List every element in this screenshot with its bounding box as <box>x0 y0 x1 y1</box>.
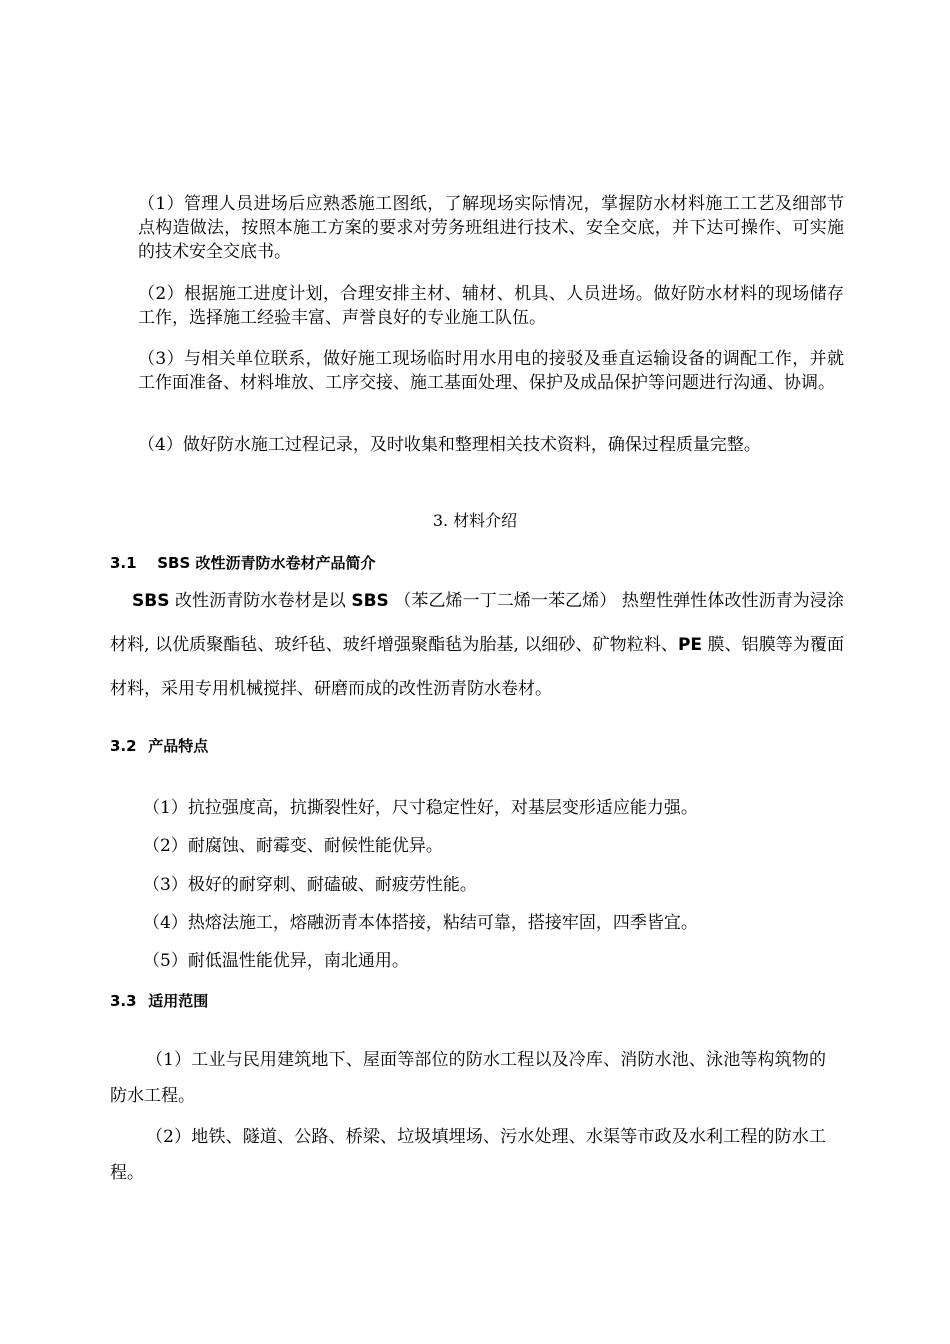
prep-item-4: （4）做好防水施工过程记录，及时收集和整理相关技术资料，确保过程质量完整。 <box>138 435 761 455</box>
scope-item-2: （2）地铁、隧道、公路、桥梁、垃圾填埋场、污水处理、水渠等市政及水利工程的防水工程。 <box>110 1127 826 1183</box>
feature-item-4: （4）热熔法施工，熔融沥青本体搭接，粘结可靠，搭接牢固，四季皆宜。 <box>143 913 698 933</box>
intro-text: 改性沥青防水卷材是以 <box>169 591 352 611</box>
heading-number: 3.3 <box>110 992 137 1010</box>
heading-title: 产品特点 <box>148 737 209 755</box>
heading-3-2 <box>110 735 850 757</box>
intro-bold-term: PE <box>677 635 703 655</box>
intro-bold-term: SBS <box>132 591 170 611</box>
intro-text: （苯乙烯一丁二烯一苯乙烯） 热塑性弹性体改性沥青为浸涂材料, 以优质聚酯毡、玻纤毡、玻纤增强聚酯毡为胎基, 以细砂、矿物粒料、 <box>110 591 844 655</box>
feature-item-5: （5）耐低温性能优异，南北通用。 <box>143 951 409 971</box>
heading-title: 适用范围 <box>148 992 209 1010</box>
section-title: 3. 材料介绍 <box>432 511 518 530</box>
heading-3-3 <box>110 990 850 1012</box>
intro-text: 膜、铝膜等为覆面材料，采用专用机械搅拌、研磨而成的改性沥青防水卷材。 <box>110 635 845 699</box>
prep-item-2: （2）根据施工进度计划，合理安排主材、辅材、机具、人员进场。做好防水材料的现场储存工作，选择施工经验丰富、声誉良好的专业施工队伍。 <box>138 284 844 328</box>
prep-item-3: （3）与相关单位联系，做好施工现场临时用水用电的接驳及垂直运输设备的调配工作，并就工作面准备、材料堆放、工序交接、施工基面处理、保护及成品保护等问题进行沟通、协调。 <box>138 349 844 393</box>
scope-item-1: （1）工业与民用建筑地下、屋面等部位的防水工程以及冷库、消防水池、泳池等构筑物的防水工程。 <box>110 1050 826 1106</box>
sbs-intro-paragraph <box>110 579 844 711</box>
feature-item-3: （3）极好的耐穿刺、耐磕破、耐疲劳性能。 <box>143 875 477 895</box>
feature-item-1: （1）抗拉强度高，抗撕裂性好，尺寸稳定性好，对基层变形适应能力强。 <box>143 798 698 818</box>
feature-item-2: （2）耐腐蚀、耐霉变、耐候性能优异。 <box>143 836 443 856</box>
heading-title: SBS 改性沥青防水卷材产品简介 <box>157 554 376 572</box>
heading-3-1 <box>110 552 850 574</box>
heading-number: 3.1 <box>110 554 137 572</box>
prep-item-1: （1）管理人员进场后应熟悉施工图纸，了解现场实际情况，掌握防水材料施工工艺及细部节点构造做法，按照本施工方案的要求对劳务班组进行技术、安全交底，并下达可操作、可实施的技术安全交底书。 <box>138 194 844 262</box>
heading-number: 3.2 <box>110 737 137 755</box>
intro-bold-term: SBS <box>351 591 389 611</box>
